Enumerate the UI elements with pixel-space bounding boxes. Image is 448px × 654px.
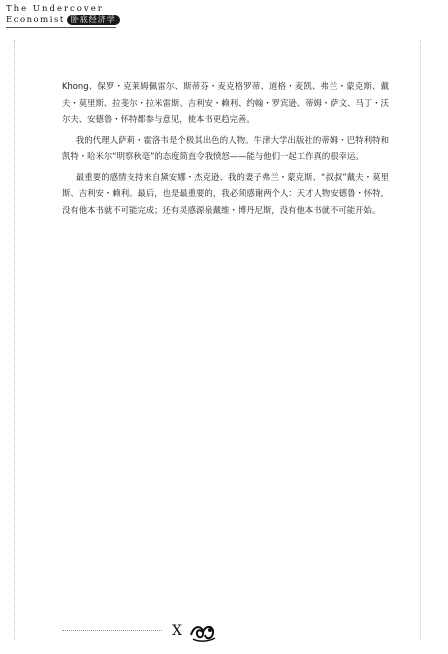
paragraph-1: Khong、保罗・克莱姆佩雷尔、斯蒂芬・麦克格罗蒂、道格・麦凯、弗兰・蒙克斯、戴夫・莫里斯、拉斐尔・拉米雷斯、吉利安・赖利、约翰・罗宾逊、蒂姆・萨文、马丁・沃尔夫、安德鲁・怀特都参与意见，使本书更趋完善。 [62,81,389,124]
right-margin-rule [420,40,421,640]
footer-rule-left [62,630,162,631]
header-chinese-badge: 卧底经济学 [67,15,120,25]
running-header [6,4,120,26]
paragraph-3: 最重要的感情支持来自黛安娜・杰克逊、我的妻子弗兰・蒙克斯、“叔叔”戴夫・莫里斯、吉利安・赖利。最后，也是最重要的，我必须感谢两个人：天才人物安德鲁・怀特，没有他本书就不可能完成；还有灵感源泉戴维・博丹尼斯，没有他本书就不可能开始。 [62,171,389,215]
body-text [62,78,389,218]
header-rule [6,27,116,28]
header-title-line2: Economist [6,15,65,25]
header-title-line1: The Undercover [6,4,104,14]
left-margin-rule [14,40,15,640]
header-title-line2-row [6,14,120,26]
paragraph-2: 我的代理人萨莉・霍洛韦是个极其出色的人物。牛津大学出版社的蒂姆・巴特利特和凯特・哈米尔“明察秋毫”的态度简直令我愤怒——能与他们一起工作真的很幸运。 [62,134,389,161]
page-number: X [172,623,182,639]
decorative-swirl-icon [188,621,218,643]
